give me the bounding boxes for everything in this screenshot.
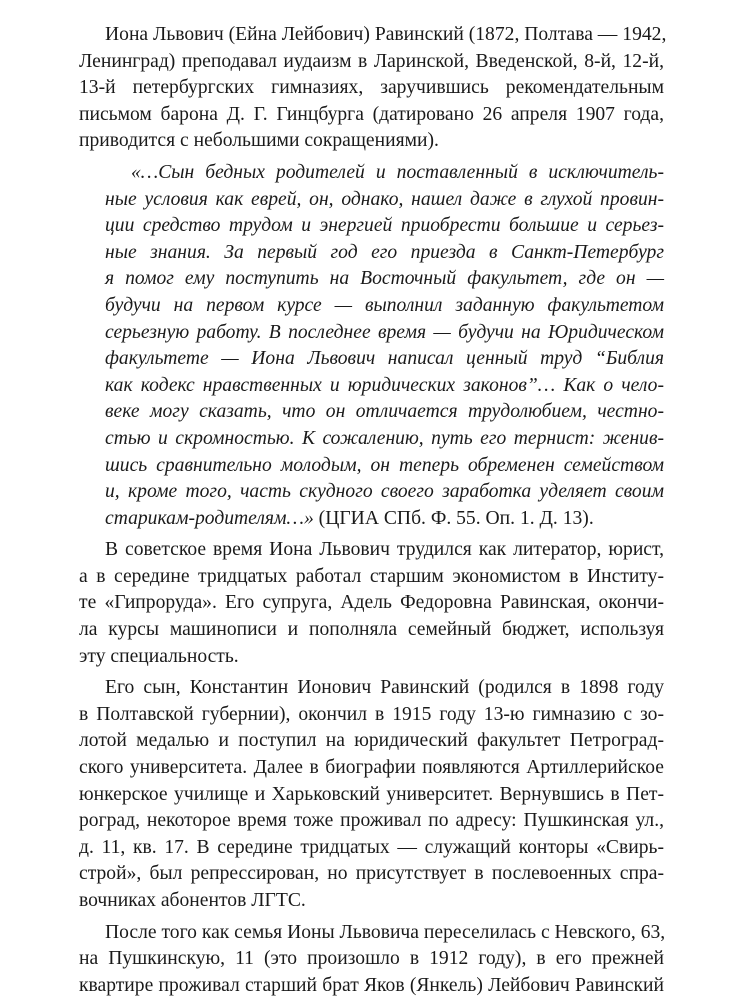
text-line: роград, некоторое время тоже проживал по адресу: Пушкинская ул., bbox=[79, 810, 664, 832]
quote-line: факультете — Иона Львович написал ценный труд “Библия bbox=[105, 348, 664, 370]
text-line: Его сын, Константин Ионович Равинский (родился в 1898 году bbox=[105, 677, 664, 699]
quote-line: шись сравнительно молодым, он теперь обременен семейством bbox=[105, 454, 664, 476]
paragraph-5 bbox=[79, 920, 664, 1000]
text-line: квартире проживал старший брат Яков (Янкель) Лейбович Равинский bbox=[79, 974, 664, 996]
quote-line: и, кроме того, часть скудного своего заработка уделяет своим bbox=[105, 481, 664, 503]
quote-line: я помог ему поступить на Восточный факультет, где он — bbox=[105, 268, 664, 290]
text-line: те «Гипроруда». Его супруга, Адель Федоровна Равинская, окончи- bbox=[79, 592, 664, 614]
text-line: приводится с небольшими сокращениями). bbox=[79, 130, 439, 152]
text-line: строй», был репрессирован, но присутствует в послевоенных спра- bbox=[79, 863, 664, 885]
quote-line: ные условия как еврей, он, однако, нашел даже в глухой провин- bbox=[105, 188, 664, 210]
text-line: юнкерское училище и Харьковский университет. Вернувшись в Пет- bbox=[79, 783, 664, 805]
quote-line: «…Сын бедных родителей и поставленный в исключитель- bbox=[131, 161, 664, 183]
text-line: Иона Львович (Ейна Лейбович) Равинский (1872, Полтава — 1942, bbox=[105, 24, 667, 45]
text-line: д. 11, кв. 17. В середине тридцатых — служащий конторы «Свирь- bbox=[79, 836, 664, 858]
text-line: на Пушкинскую, 11 (это произошло в 1912 году), в его прежней bbox=[79, 948, 664, 970]
quote-line: серьезную работу. В последнее время — будучи на Юридическом bbox=[105, 321, 664, 343]
quote-line: ции средство трудом и энергией приобрести большие и серьез- bbox=[105, 215, 664, 237]
quote-line: веке могу сказать, что он отличается трудолюбием, честно- bbox=[105, 401, 664, 423]
quote-closing-text: старикам-родителям…» bbox=[105, 507, 314, 529]
text-line: а в середине тридцатых работал старшим экономистом в Институ- bbox=[79, 565, 664, 587]
document-page bbox=[79, 22, 667, 1004]
quote-line: ные знания. За первый год его приезда в Санкт-Петербург bbox=[105, 241, 664, 263]
quote-line: как кодекс нравственных и юридических законов”… Как о чело- bbox=[105, 374, 664, 396]
text-line: письмом барона Д. Г. Гинцбурга (датировано 26 апреля 1907 года, bbox=[79, 103, 664, 125]
quote-line: будучи на первом курсе — выполнил заданную факультетом bbox=[105, 294, 664, 316]
text-line: После того как семья Ионы Львовича переселилась с Невского, 63, bbox=[105, 921, 666, 943]
text-line: ского университета. Далее в биографии появляются Артиллерийское bbox=[79, 757, 664, 779]
text-line: эту специальность. bbox=[79, 645, 239, 667]
text-line: В советское время Иона Львович трудился как литератор, юрист, bbox=[105, 539, 664, 561]
text-line: ла курсы машинописи и пополняла семейный бюджет, используя bbox=[79, 619, 664, 641]
quote-block bbox=[105, 160, 664, 532]
quote-line: стью и скромностью. К сожалению, путь его тернист: женив- bbox=[105, 427, 664, 449]
text-line: 13-й петербургских гимназиях, заручившись рекомендательным bbox=[79, 77, 664, 99]
paragraph-3 bbox=[79, 537, 664, 670]
archive-citation: (ЦГИА СПб. Ф. 55. Оп. 1. Д. 13). bbox=[313, 507, 594, 529]
quote-last-line bbox=[105, 506, 664, 533]
paragraph-1 bbox=[79, 22, 667, 155]
text-line: в Полтавской губернии), окончил в 1915 году 13-ю гимназию с зо- bbox=[79, 703, 664, 725]
text-line: лотой медалью и поступил на юридический факультет Петроград- bbox=[79, 730, 664, 752]
paragraph-4 bbox=[79, 675, 664, 914]
text-line: Ленинград) преподавал иудаизм в Ларинской, Введенской, 8-й, 12-й, bbox=[79, 50, 664, 72]
text-line: вочниках абонентов ЛГТС. bbox=[79, 890, 306, 911]
